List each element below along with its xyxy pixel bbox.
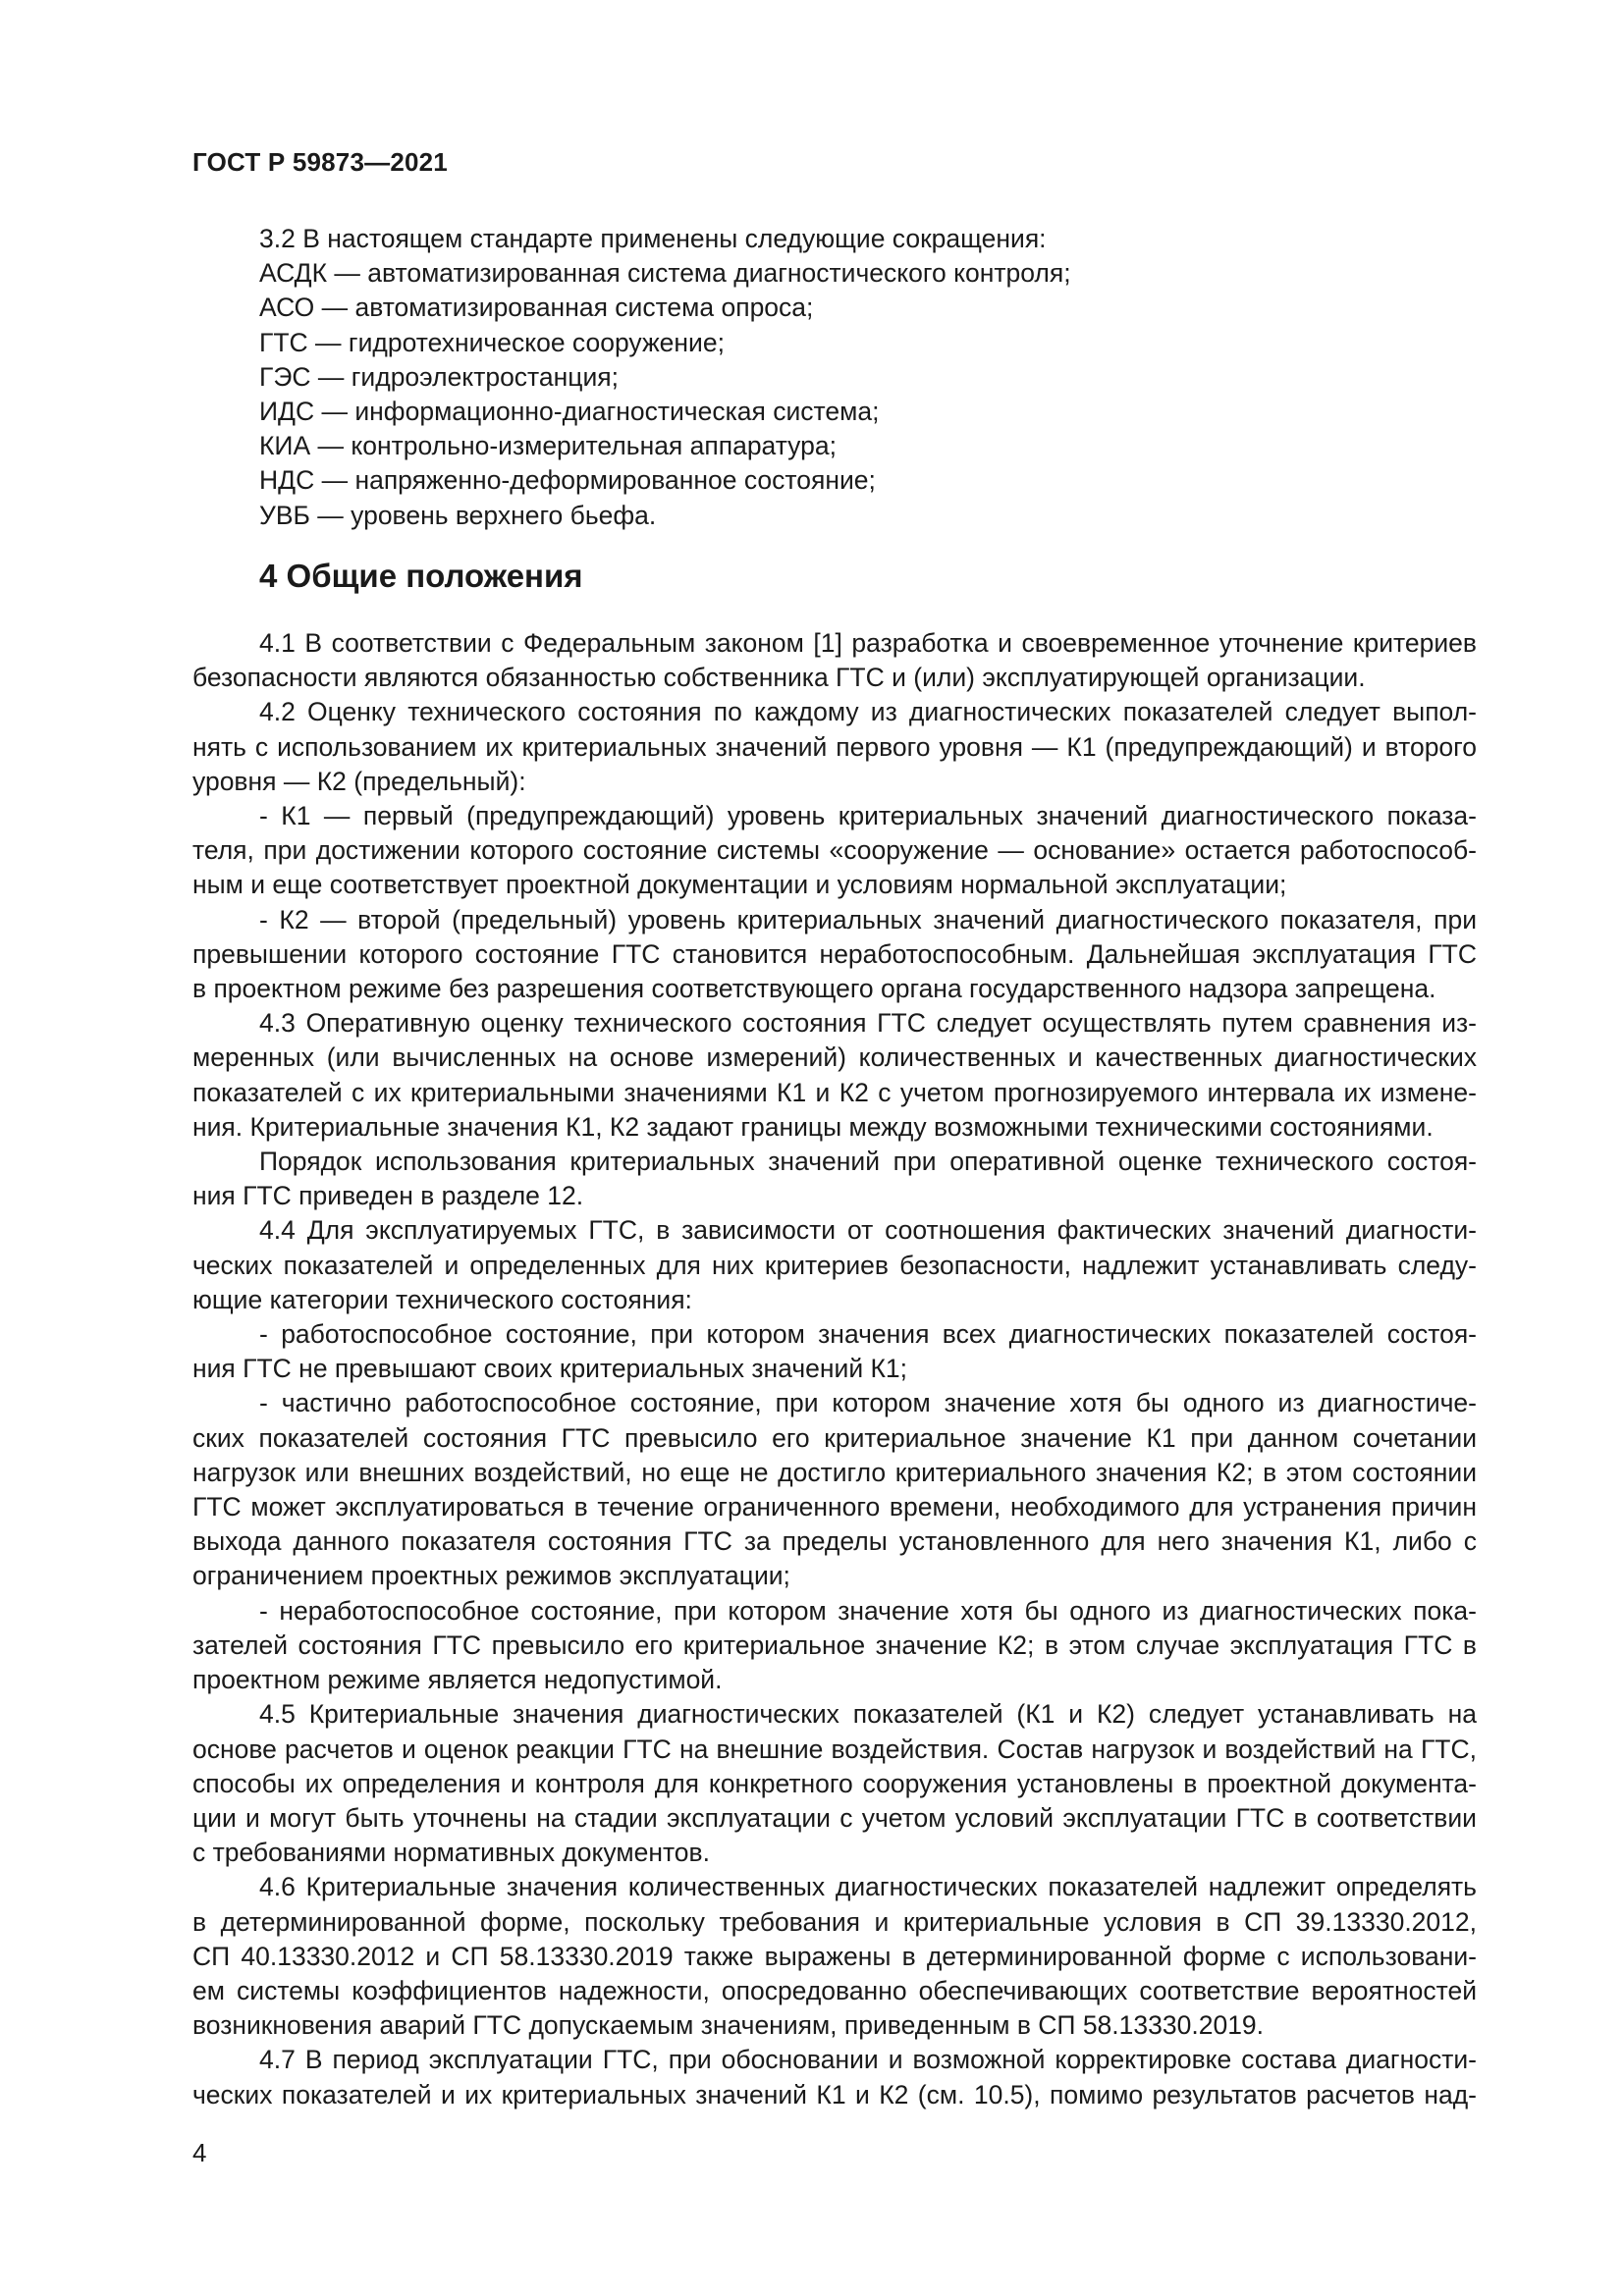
text-line: с требованиями нормативных документов. [192,1838,710,1868]
text-line: ГТС может эксплуатироваться в течение ограниченного времени, необходимого для устранения причин [192,1492,1477,1522]
text-line: - К1 — первый (предупреждающий) уровень критериальных значений диагностического показа- [259,801,1477,831]
text-line: ских показателей состояния ГТС превысило его критериальное значение К1 при данном сочетании [192,1422,1477,1453]
abbreviation-item: ГТС — гидротехническое сооружение; [259,327,725,357]
text-line: 4.1 В соответствии с Федеральным законом [1] разработка и своевременное уточнение критериев [259,628,1477,658]
text-line: нять с использованием их критериальных значений первого уровня — К1 (предупреждающий) и второго [192,731,1477,762]
abbreviation-item: ГЭС — гидроэлектростанция; [259,361,619,392]
text-line: ным и еще соответствует проектной документации и условиям нормальной эксплуатации; [192,870,1287,900]
abbreviation-item: УВБ — уровень верхнего бьефа. [259,500,657,530]
text-line: возникновения аварий ГТС допускаемым значениям, приведенным в СП 58.13330.2019. [192,2010,1265,2041]
text-line: меренных (или вычисленных на основе измерений) количественных и качественных диагностических [192,1042,1477,1073]
abbreviation-item: ИДС — информационно-диагностическая система; [259,397,880,427]
abbreviations-list [259,222,1477,533]
section-title: 4 Общие положения [259,558,583,594]
text-line: - К2 — второй (предельный) уровень критериальных значений диагностического показателя, при [259,904,1477,934]
text-line: зателей состояния ГТС превысило его критериальное значение К2; в этом случае эксплуатация ГТС в [192,1629,1477,1660]
text-line: ограничением проектных режимов эксплуатации; [192,1561,790,1591]
text-line: 4.3 Оперативную оценку технического состояния ГТС следует осуществлять путем сравнения из- [259,1008,1477,1039]
text-line: - частично работоспособное состояние, при котором значение хотя бы одного из диагностиче- [259,1388,1477,1418]
document-header: ГОСТ Р 59873—2021 [192,147,448,177]
text-line: ем системы коэффициентов надежности, опосредованно обеспечивающих соответствие вероятностей [192,1975,1477,2005]
text-line: безопасности являются обязанностью собственника ГТС и (или) эксплуатирующей организации. [192,663,1366,693]
text-line: ния ГТС приведен в разделе 12. [192,1181,584,1211]
text-line: показателей с их критериальными значениями К1 и К2 с учетом прогнозируемого интервала их измене- [192,1077,1477,1107]
text-line: в детерминированной форме, поскольку требования и критериальные условия в СП 39.13330.2012, [192,1906,1477,1937]
abbreviation-item: КИА — контрольно-измерительная аппаратура; [259,431,837,461]
text-line: ции и могут быть уточнены на стадии эксплуатации с учетом условий эксплуатации ГТС в соответствии [192,1802,1477,1833]
text-line: 4.6 Критериальные значения количественных диагностических показателей надлежит определять [259,1872,1477,1902]
text-line: - неработоспособное состояние, при котором значение хотя бы одного из диагностических пока- [259,1595,1477,1626]
abbreviation-item: АСО — автоматизированная система опроса; [259,293,814,323]
abbreviation-item: АСДК — автоматизированная система диагностического контроля; [259,258,1071,289]
text-line: нагрузок или внешних воздействий, но еще не достигло критериального значения К2; в этом состоянии [192,1457,1477,1487]
text-line: 4.5 Критериальные значения диагностических показателей (К1 и К2) следует устанавливать на [259,1699,1477,1730]
text-line: превышении которого состояние ГТС становится неработоспособным. Дальнейшая эксплуатация ГТС [192,938,1477,969]
text-line: уровня — К2 (предельный): [192,766,526,796]
text-line: ния. Критериальные значения К1, К2 задают границы между возможными техническими состояниями. [192,1111,1434,1142]
text-line: - работоспособное состояние, при котором значения всех диагностических показателей состоя- [259,1319,1477,1350]
text-line: ния ГТС не превышают своих критериальных значений К1; [192,1354,908,1384]
text-line: Порядок использования критериальных значений при оперативной оценке технического состоя- [259,1147,1477,1177]
text-line: ческих показателей и определенных для них критериев безопасности, надлежит устанавливать следу- [192,1250,1477,1280]
page-number: 4 [192,2138,207,2167]
text-line: 4.7 В период эксплуатации ГТС, при обосновании и возможной корректировке состава диагности- [259,2045,1477,2075]
text-line: ческих показателей и их критериальных значений К1 и К2 (см. 10.5), помимо результатов расчетов над- [192,2079,1477,2109]
text-line: в проектном режиме без разрешения соответствующего органа государственного надзора запрещена. [192,974,1436,1004]
text-line: проектном режиме является недопустимой. [192,1665,723,1695]
text-line: теля, при достижении которого состояние системы «сооружение — основание» остается работоспособ- [192,835,1477,866]
text-line: СП 40.13330.2012 и СП 58.13330.2019 также выражены в детерминированной форме с использовани- [192,1941,1477,1971]
text-line: способы их определения и контроля для конкретного сооружения установлены в проектной документа- [192,1768,1477,1798]
text-line: выхода данного показателя состояния ГТС за пределы установленного для него значения К1, либо с [192,1526,1477,1557]
abbreviation-item: НДС — напряженно-деформированное состояние; [259,465,876,496]
text-line: основе расчетов и оценок реакции ГТС на внешние воздействия. Состав нагрузок и воздействий на ГТС, [192,1734,1477,1764]
text-line: ющие категории технического состояния: [192,1284,692,1314]
abbreviations-intro: 3.2 В настоящем стандарте применены следующие сокращения: [259,224,1047,253]
text-line: 4.2 Оценку технического состояния по каждому из диагностических показателей следует выпол- [259,697,1477,727]
section-body [192,626,1477,2112]
text-line: 4.4 Для эксплуатируемых ГТС, в зависимости от соотношения фактических значений диагности- [259,1215,1477,1246]
